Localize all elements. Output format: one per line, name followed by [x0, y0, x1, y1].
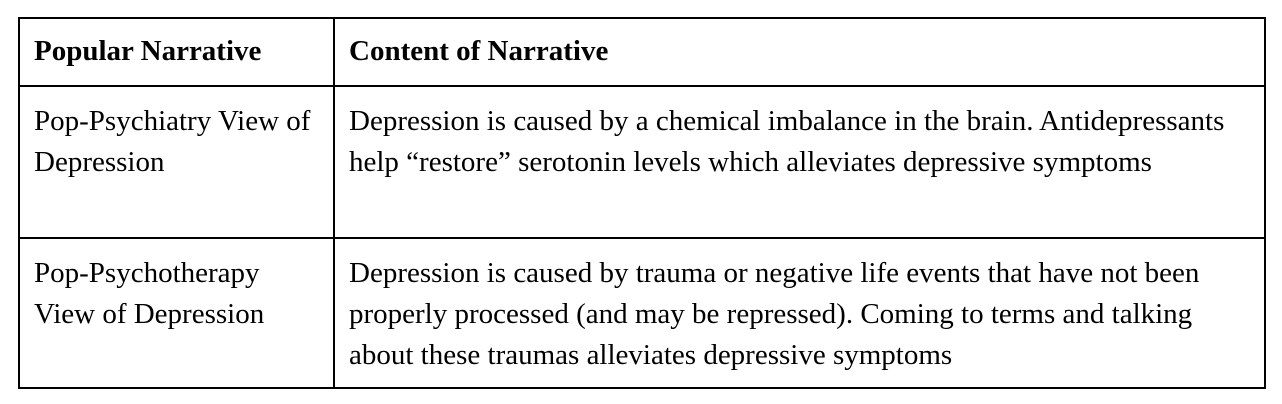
- table-row: [19, 238, 1265, 388]
- table-body: [19, 86, 1265, 388]
- narratives-table: [18, 17, 1266, 389]
- content-cell: Depression is caused by trauma or negative life events that have not been properly processed (and may be repressed). Coming to terms and talking about these traumas alleviates depressive symptoms: [334, 238, 1265, 388]
- table-header: [19, 18, 1265, 86]
- header-content-of-narrative: Content of Narrative: [334, 18, 1265, 86]
- narrative-cell: Pop-Psychotherapy View of Depression: [19, 238, 334, 388]
- table-row: [19, 86, 1265, 238]
- content-cell: Depression is caused by a chemical imbalance in the brain. Antidepressants help “restore” serotonin levels which alleviates depressive symptoms: [334, 86, 1265, 238]
- narrative-cell: Pop-Psychiatry View of Depression: [19, 86, 334, 238]
- header-row: [19, 18, 1265, 86]
- header-popular-narrative: Popular Narrative: [19, 18, 334, 86]
